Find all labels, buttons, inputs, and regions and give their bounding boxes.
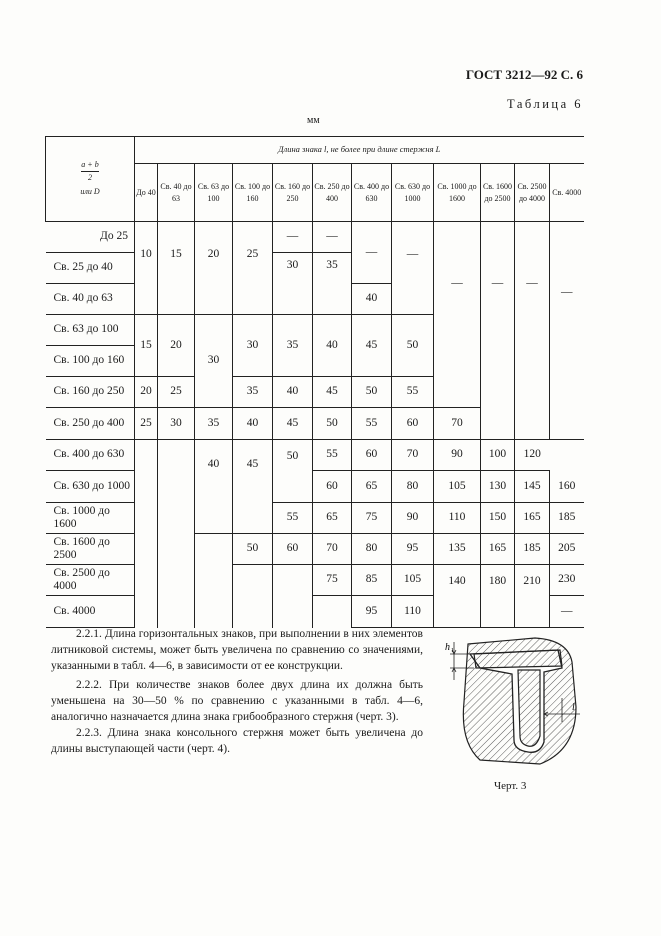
row-label: Св. 25 до 40: [46, 253, 135, 284]
cell: —: [434, 222, 481, 408]
col-header: До 40: [135, 164, 158, 222]
fraction: $\frac{a + b}{2}$: [81, 160, 99, 183]
cell: 55: [392, 377, 434, 408]
cell: 70: [392, 440, 434, 471]
cell: 40: [273, 377, 313, 408]
cell: 75: [313, 565, 352, 596]
cell: 50: [392, 315, 434, 377]
cell: 75: [352, 503, 392, 534]
cell: —: [392, 222, 434, 315]
cell: 55: [313, 440, 352, 471]
row-label: Св. 63 до 100: [46, 315, 135, 346]
col-header: Св. 160 до 250: [273, 164, 313, 222]
cell: 90: [392, 503, 434, 534]
cell: 110: [392, 596, 434, 628]
cell: 160: [550, 471, 584, 503]
cell: 60: [392, 408, 434, 440]
body-text: [51, 626, 423, 757]
header-variable-cell: $\frac{a + b}{2}$ или D: [46, 137, 135, 222]
cell: 230: [550, 565, 584, 596]
row-label: Св. 1000 до 1600: [46, 503, 135, 534]
cell: 10: [135, 222, 158, 315]
cell: 50: [233, 534, 273, 565]
cell: 100: [481, 440, 515, 471]
cell: 50: [313, 408, 352, 440]
mushroom-core-sketch: [440, 632, 590, 772]
cell: 45: [352, 315, 392, 377]
cell: 40: [195, 440, 233, 534]
cell: —: [481, 222, 515, 440]
paragraph: 2.2.2. При количестве знаков более двух длина их должна быть уменьшена на 30—50 % по сравнению с указанными в табл. 4—6, аналогично назначается длина знака грибообразного стержня (черт. 3).: [51, 679, 423, 723]
cell: 180: [481, 565, 515, 628]
empty-cell: [233, 565, 273, 628]
cell: 55: [273, 503, 313, 534]
cell: 80: [392, 471, 434, 503]
cell: 140: [434, 565, 481, 628]
document-header: ГОСТ 3212—92 С. 6: [465, 67, 583, 82]
cell: 45: [233, 440, 273, 534]
cell: 20: [195, 222, 233, 315]
row-label: Св. 1600 до 2500: [46, 534, 135, 565]
col-header: Св. 1600 до 2500: [481, 164, 515, 222]
cell: —: [515, 222, 550, 440]
cell: 45: [273, 408, 313, 440]
row-label: Св. 4000: [46, 596, 135, 628]
cell: 65: [313, 503, 352, 534]
cell: 40: [313, 315, 352, 377]
row-label: Св. 400 до 630: [46, 440, 135, 471]
cell: 145: [515, 471, 550, 503]
row-label: Св. 160 до 250: [46, 377, 135, 408]
cell: 85: [352, 565, 392, 596]
cell: 135: [434, 534, 481, 565]
row-label: Св. 40 до 63: [46, 284, 135, 315]
cell: 35: [233, 377, 273, 408]
cell: 15: [135, 315, 158, 377]
cell: 205: [550, 534, 584, 565]
cell: 120: [515, 440, 550, 471]
paragraph: 2.2.3. Длина знака консольного стержня может быть увеличена до длины выступающей части (черт. 4).: [51, 727, 423, 755]
row-label: Св. 2500 до 4000: [46, 565, 135, 596]
cell: 130: [481, 471, 515, 503]
cell: 25: [233, 222, 273, 315]
empty-cell: [195, 534, 233, 628]
row-label: Св. 100 до 160: [46, 346, 135, 377]
cell: 35: [313, 253, 352, 315]
row-label: Св. 630 до 1000: [46, 471, 135, 503]
cell: 55: [352, 408, 392, 440]
cell: 30: [233, 315, 273, 377]
row-label: Св. 250 до 400: [46, 408, 135, 440]
cell: 35: [195, 408, 233, 440]
label-l: l: [572, 702, 575, 713]
empty-cell: [313, 596, 352, 628]
cell: 95: [352, 596, 392, 628]
col-header: Св. 400 до 630: [352, 164, 392, 222]
cell: 105: [392, 565, 434, 596]
label-h: h: [445, 642, 450, 653]
dimension-table: [45, 136, 584, 628]
cell: 80: [352, 534, 392, 565]
col-header: Св. 630 до 1000: [392, 164, 434, 222]
cell: —: [550, 596, 584, 628]
cell: 150: [481, 503, 515, 534]
cell: 185: [515, 534, 550, 565]
empty-cell: [135, 440, 158, 628]
row-label: До 25: [46, 222, 135, 253]
cell: 20: [135, 377, 158, 408]
col-header: Св. 250 до 400: [313, 164, 352, 222]
cell: 165: [481, 534, 515, 565]
cell: 50: [352, 377, 392, 408]
table-title: Таблица 6: [507, 97, 583, 111]
cell: 25: [135, 408, 158, 440]
super-header: Длина знака l, не более при длине стержня L: [135, 137, 584, 164]
cell: 15: [158, 222, 195, 315]
cell: 60: [273, 534, 313, 565]
figure-caption: Черт. 3: [494, 780, 527, 792]
col-header: Св. 4000: [550, 164, 584, 222]
cell: 110: [434, 503, 481, 534]
cell: 90: [434, 440, 481, 471]
cell: 35: [273, 315, 313, 377]
cell: 25: [158, 377, 195, 408]
cell: 30: [195, 315, 233, 408]
cell: 185: [550, 503, 584, 534]
cell: —: [550, 222, 584, 440]
cell: 50: [273, 440, 313, 503]
cell: 40: [352, 284, 392, 315]
empty-cell: [273, 565, 313, 628]
paragraph: 2.2.1. Длина горизонтальных знаков, при выполнении в них элементов литниковой системы, может быть увеличена по сравнению со значениями, указанными в табл. 4—6, в зависимости от ее конструкции.: [51, 628, 423, 672]
cell: 45: [313, 377, 352, 408]
col-header: Св. 40 до 63: [158, 164, 195, 222]
empty-cell: [158, 440, 195, 628]
cell: 20: [158, 315, 195, 377]
cell: —: [273, 222, 313, 253]
col-header: Св. 2500 до 4000: [515, 164, 550, 222]
col-header: Св. 63 до 100: [195, 164, 233, 222]
cell: 40: [233, 408, 273, 440]
cell: 70: [313, 534, 352, 565]
cell: —: [313, 222, 352, 253]
cell: 95: [392, 534, 434, 565]
figure-3-drawing: [440, 632, 590, 772]
cell: 60: [313, 471, 352, 503]
cell: 165: [515, 503, 550, 534]
col-header: Св. 1000 до 1600: [434, 164, 481, 222]
cell: 70: [434, 408, 481, 440]
cell: 30: [273, 253, 313, 315]
cell: 105: [434, 471, 481, 503]
cell: —: [352, 222, 392, 284]
cell: 210: [515, 565, 550, 628]
unit-label: мм: [307, 115, 320, 126]
label-h-sub: 1: [451, 648, 454, 654]
cell: 30: [158, 408, 195, 440]
cell: 60: [352, 440, 392, 471]
col-header: Св. 100 до 160: [233, 164, 273, 222]
cell: 65: [352, 471, 392, 503]
